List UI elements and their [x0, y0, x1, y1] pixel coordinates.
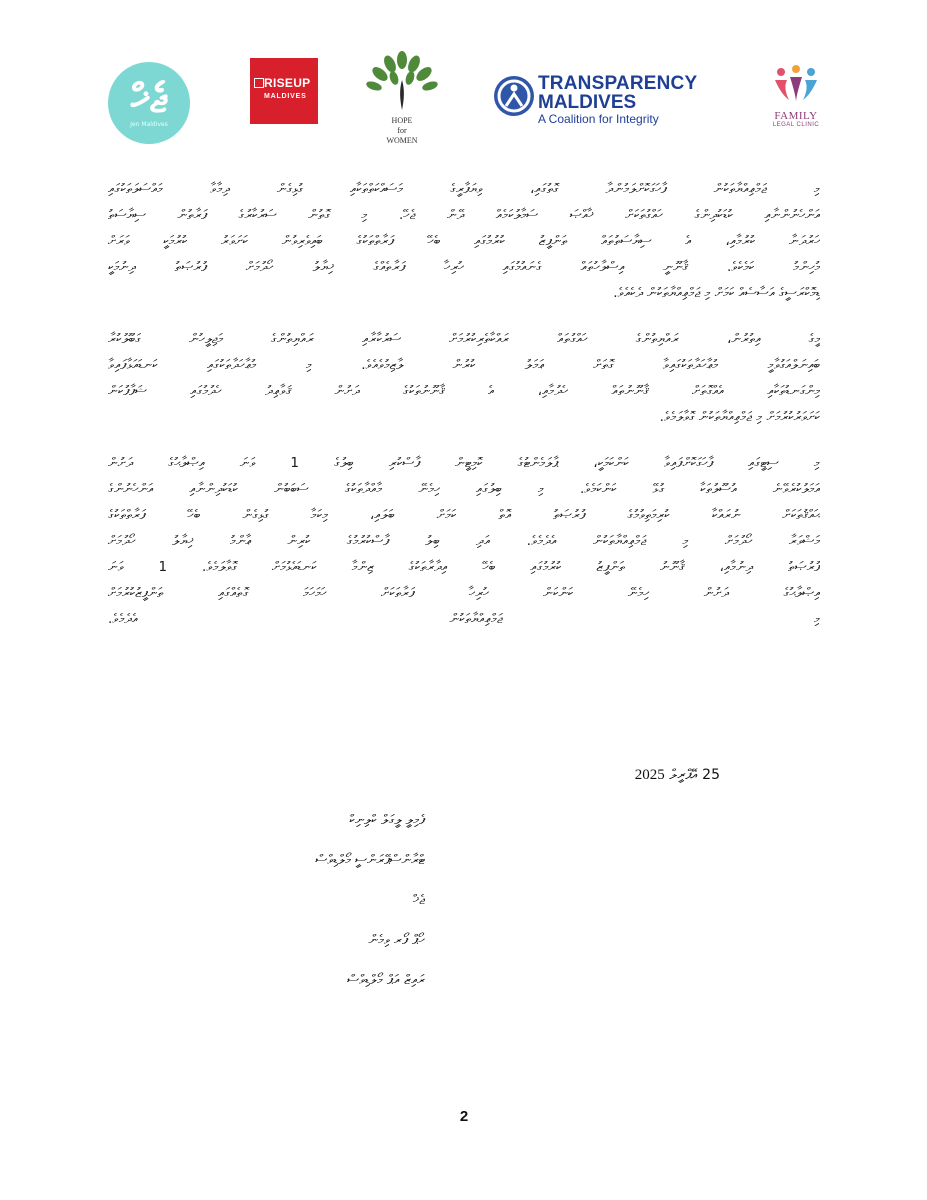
signatory-name: ހޯޕް ފޯރ ވިމެން: [368, 932, 425, 948]
text-line: އިޞްލާޙުގެ ދަށުން ހިމެނޭ ކަންކަން ހުރިހާ ފަރާތަކަށް ހަމަހަމަ ގޮތެއްގައި ތަންފީޒުކުރުމަށް: [108, 585, 820, 601]
text-line: ކަށަވަރުކުރުމަށް މި ޖަމްޢިއްޔާތަކުން ގޮވާލަމެވެ.: [659, 409, 820, 425]
signatory-name: ޓްރާންސްޕޭރަންސީ މޯލްޑިވްސް: [315, 852, 425, 868]
letter-body: [108, 176, 820, 652]
signatory-name: ރައިޒް އަޕް މޯލްޑިވްސް: [347, 972, 425, 988]
text-line: ބައިނަލްއަގުވާމީ މުޢާހަދާތަކުގައިވާ ގޮތަށް ޢަމަލު ކުރުން ލާޒިމުވެއެވެ. މި މުޢާހަދާތަކުގައި ކަނޑައަޅާފައިވާ: [108, 357, 820, 373]
globe-icon: [494, 76, 534, 116]
family-legal-clinic-logo: [762, 64, 830, 144]
riseup-logo-line1: RISEUP: [264, 76, 311, 90]
family-logo-line2: LEGAL CLINIC: [772, 122, 820, 128]
hope-logo-line1: HOPE: [391, 116, 413, 125]
text-line: މި ޖަމްޢިއްޔާތަކުން ފާހަގަކޮށްލަމުންދާ ގޮތުގައި، ވިޔަފާރީގެ މަސައްކަތްތަކާއި ގުޅިގެން ދިމާވާ މައްސަލަތަކުގައި: [108, 181, 820, 197]
text-line: މީގެ އިތުރުން، ރައްޔިތުންގެ ހައްގުތައް ރައްކާތެރިކުރުމަށް ސަރުކާރާއި ރައްޔިތުންގެ މަޖިލީހުން ގަބޫލުކުރާ: [108, 331, 820, 347]
date-year: 2025: [634, 767, 665, 783]
flag-icon: [254, 78, 264, 88]
letter-date: [600, 765, 720, 785]
transparency-logo-tagline: A Coalition for Integrity: [538, 112, 659, 126]
hope-logo-line3: WOMEN: [386, 136, 418, 145]
text-line: ފުރުޞަތު ދިނުމާއި، ޤާނޫނު ތަންފީޒު ކުރުމުގައި ބެހޭ އިދާރާތަކުގެ ޒިންމާ ކަނޑައެޅުމަށް ގޮވާލަމެވެ. 1 ވަނަ: [108, 559, 820, 575]
text-line: އަމަލުކުރެވޭނެ އުސޫލުތަކާ ގުޅޭ ކަންކަމެވެ. މި ބިލުގައި ހިމެނޭ މާއްދާތަކުގެ ސަބަބުން ކުޑަކުދިންނާއި އަންހެނުންގެ: [108, 481, 820, 497]
text-line: ހަރުދަނާ ކުރުމާއި، އެ ސިޔާސަތުތައް ތަންފީޒު ކުރުމުގައި ބެހޭ ފަރާތްތަކުގެ ބައިވެރިވުން ކަށަވަރު ކުރުމަކީ ވަރަށް: [108, 233, 820, 249]
signatory-list: [225, 810, 425, 1010]
logo-row: [0, 48, 927, 158]
jen-logo: [108, 62, 190, 144]
text-line: ޙައްޤުތަކަށް ނުރައްކާ ކުރިމަތިވުމުގެ ފުރުޞަތު އޮތް ކަމަށް ބަލައި، މިކަމާ ގުޅިގެން ބެހޭ ފަރާތްތަކުގެ: [108, 507, 820, 523]
text-line: މި ޖަމްޢިއްޔާތަކުން އެދެމެވެ.: [108, 611, 820, 627]
text-line: މުހިންމު ކަމެކެވެ. ޤާނޫނީ އިސްލާހުތައް ގެނައުމުގައި ހުރިހާ ފަރާތެއްގެ ޚިޔާލު ހޯދުމަށް ފުރުޞަތު ދިނުމަކީ: [108, 259, 820, 275]
signatory-name: ޖެޚް: [412, 892, 425, 908]
jen-logo-mark: ޖެޚް: [131, 74, 167, 122]
signatory-name: ފެމިލީ ލީގަލް ކްލިނިކް: [349, 812, 425, 828]
paragraph: [108, 176, 820, 306]
riseup-maldives-logo: [250, 58, 318, 124]
paragraph: [108, 326, 820, 430]
date-day: 25: [702, 767, 720, 783]
date-month: އޭޕްރީލް: [669, 767, 698, 783]
text-line: ޑިމޮކްރަސީގެ އަސާސެއް ކަމަށް މި ޖަމްޢިއްޔާތަކުން ދެކެއެވެ.: [613, 285, 820, 301]
page-number: 2: [459, 1108, 469, 1125]
text-line: މިންގަނޑުތަކާއި އެއްގޮތަށް ޤާނޫނުތައް ހެދުމާއި، އެ ޤާނޫނުތަކުގެ ދަށުން ޤަވާޢިދު ހެދުމުގައި ޝަފާފުކަން: [108, 383, 820, 399]
hope-for-women-logo: [364, 50, 440, 150]
transparency-logo-line2: MALDIVES: [538, 92, 637, 113]
transparency-logo-line1: TRANSPARENCY: [538, 73, 698, 94]
hope-logo-line2: for: [397, 126, 407, 135]
family-logo-line1: FAMILY: [774, 110, 818, 122]
peacock-feather-icon: [364, 50, 440, 112]
text-line: މަޝްވަރާ ހޯދުމަށް މި ޖަމްޢިއްޔާތަކުން އެދެމެވެ. އަދި ބިލު ފާސްކުރުމުގެ ކުރިން ޢާންމު ޚިޔާލު ހޯދުމަށް: [108, 533, 820, 549]
riseup-logo-line2: MALDIVES: [264, 93, 307, 100]
text-line: އަންހެނުންނާއި ކުޑަކުދިންގެ ހައްގުތަކަށް ޚާއްޞަ ސަމާލުކަމެއް ދޭން ޖެހޭ. މި ގޮތުން ސަރުކާރުގެ ފަރާތުން ސިޔާސަތު: [108, 207, 820, 223]
text-line: މި ސިޓީގައި ފާހަގަކޮށްފައިވާ ކަންކަމަކީ، ޕާލަމެންޓުގެ ކޮމިޓީން ފާސްކުރި ބިލުގެ 1 ވަނަ އިޞްލާޙުގެ ދަށުން: [108, 455, 820, 471]
paragraph: [108, 450, 820, 632]
transparency-maldives-logo: [494, 74, 714, 130]
jen-logo-subtitle: Jen Maldives: [130, 120, 168, 128]
family-figures-icon: [771, 64, 821, 104]
